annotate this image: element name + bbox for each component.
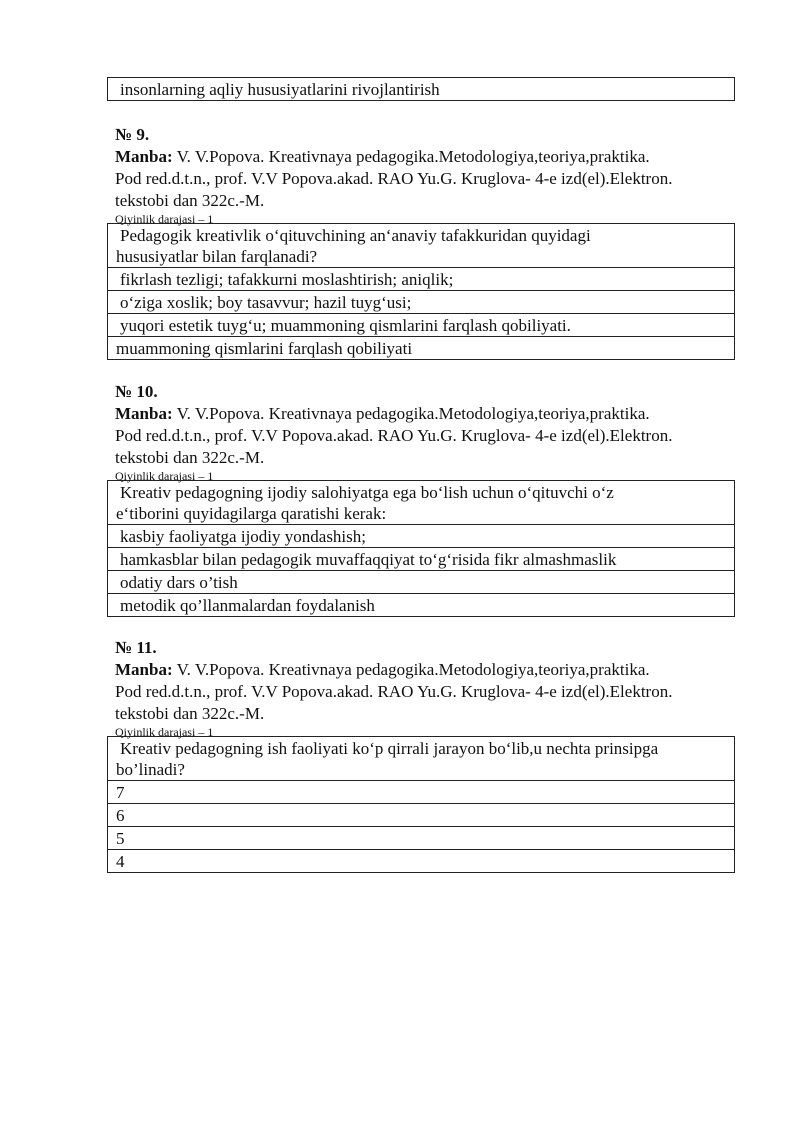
table-row xyxy=(108,737,735,781)
question-line: Pedagogik kreativlik o‘qituvchining an‘anaviy tafakkuridan quyidagi xyxy=(120,226,591,245)
source-text: V. V.Popova. Kreativnaya pedagogika.Metodologiya,teoriya,praktika. xyxy=(172,147,650,166)
source-line: Pod red.d.t.n., prof. V.V Popova.akad. RAO Yu.G. Kruglova- 4-e izd(el).Elektron. xyxy=(115,169,673,188)
source-text: V. V.Popova. Kreativnaya pedagogika.Metodologiya,teoriya,praktika. xyxy=(172,660,650,679)
source-line: tekstobi dan 322c.-M. xyxy=(115,704,265,723)
source-line xyxy=(115,659,755,681)
answer-option: insonlarning aqliy hususiyatlarini rivojlantirish xyxy=(108,78,735,101)
question-line: e‘tiborini quyidagilarga qaratishi kerak: xyxy=(116,504,387,523)
table-row xyxy=(108,548,735,571)
table-row xyxy=(108,781,735,804)
table-row xyxy=(108,594,735,617)
difficulty-level: Qiyinlik darajasi – 1 xyxy=(115,469,214,483)
answer-option: yuqori estetik tuyg‘u; muammoning qismlarini farqlash qobiliyati. xyxy=(108,314,735,337)
question-11-header xyxy=(115,637,755,739)
answer-option: 7 xyxy=(108,781,735,804)
question-number: № 10. xyxy=(115,382,158,401)
source-line xyxy=(115,146,755,168)
table-row xyxy=(108,314,735,337)
question-text xyxy=(108,224,735,268)
table-row xyxy=(108,827,735,850)
answer-option: kasbiy faoliyatga ijodiy yondashish; xyxy=(108,525,735,548)
question-number: № 11. xyxy=(115,638,157,657)
table-row xyxy=(108,804,735,827)
question-text xyxy=(108,481,735,525)
table-row xyxy=(108,78,735,101)
question-line: Kreativ pedagogning ijodiy salohiyatga ega bo‘lish uchun o‘qituvchi o‘z xyxy=(120,483,614,502)
source-label: Manba: xyxy=(115,404,173,423)
answer-option: o‘ziga xoslik; boy tasavvur; hazil tuyg‘usi; xyxy=(108,291,735,314)
answer-option: 4 xyxy=(108,850,735,873)
answer-option: muammoning qismlarini farqlash qobiliyati xyxy=(108,337,735,360)
question-9-header xyxy=(115,124,755,226)
source-line: tekstobi dan 322c.-M. xyxy=(115,448,265,467)
source-text: V. V.Popova. Kreativnaya pedagogika.Metodologiya,teoriya,praktika. xyxy=(172,404,650,423)
source-label: Manba: xyxy=(115,147,173,166)
table-row xyxy=(108,337,735,360)
table-row xyxy=(108,268,735,291)
table-row xyxy=(108,525,735,548)
question-10-header xyxy=(115,381,755,483)
question-11-table xyxy=(107,736,735,873)
source-line: tekstobi dan 322c.-M. xyxy=(115,191,265,210)
table-row xyxy=(108,571,735,594)
answer-option: hamkasblar bilan pedagogik muvaffaqqiyat to‘g‘risida fikr almashmaslik xyxy=(108,548,735,571)
question-text xyxy=(108,737,735,781)
table-row xyxy=(108,481,735,525)
question-10-table xyxy=(107,480,735,617)
question-9-table xyxy=(107,223,735,360)
source-label: Manba: xyxy=(115,660,173,679)
difficulty-level: Qiyinlik darajasi – 1 xyxy=(115,212,214,226)
table-row xyxy=(108,224,735,268)
source-line: Pod red.d.t.n., prof. V.V Popova.akad. RAO Yu.G. Kruglova- 4-e izd(el).Elektron. xyxy=(115,682,673,701)
question-number: № 9. xyxy=(115,125,150,144)
answer-option: 5 xyxy=(108,827,735,850)
answer-option: fikrlash tezligi; tafakkurni moslashtirish; aniqlik; xyxy=(108,268,735,291)
answer-option: 6 xyxy=(108,804,735,827)
previous-question-last-option-table xyxy=(107,77,735,101)
difficulty-level: Qiyinlik darajasi – 1 xyxy=(115,725,214,739)
question-line: hususiyatlar bilan farqlanadi? xyxy=(116,247,318,266)
table-row xyxy=(108,850,735,873)
question-line: bo’linadi? xyxy=(116,760,185,779)
question-line: Kreativ pedagogning ish faoliyati ko‘p qirrali jarayon bo‘lib,u nechta prinsipga xyxy=(120,739,659,758)
table-row xyxy=(108,291,735,314)
source-line xyxy=(115,403,755,425)
answer-option: odatiy dars o’tish xyxy=(108,571,735,594)
answer-option: metodik qo’llanmalardan foydalanish xyxy=(108,594,735,617)
source-line: Pod red.d.t.n., prof. V.V Popova.akad. RAO Yu.G. Kruglova- 4-e izd(el).Elektron. xyxy=(115,426,673,445)
